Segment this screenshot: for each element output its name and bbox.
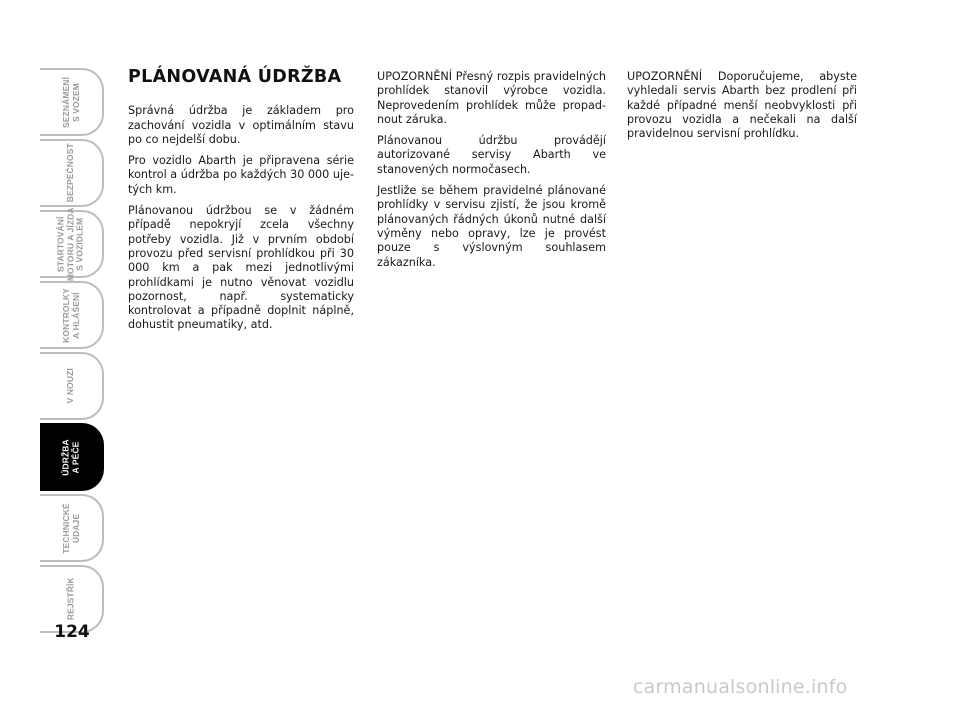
tab-v-nouzi[interactable] xyxy=(40,352,104,420)
section-title: PLÁNOVANÁ ÚDRŽBA xyxy=(128,67,342,87)
tab-label: STARTOVÁNÍ MOTORU A JÍZDA S VOZIDLEM xyxy=(55,207,85,281)
paragraph: Plánovanou údržbu provádějí autorizované servisy Abarth ve stanovených normočasech. xyxy=(377,134,606,176)
tab-startovani-motoru[interactable] xyxy=(40,207,104,281)
text-column-1 xyxy=(128,67,354,340)
warning-paragraph: UPOZORNĚNÍ Přesný rozpis pravidelných prohlídek stanovil výrobce vozidla. Neprovedením prohlídek může propadnout záruka. xyxy=(377,70,606,126)
tab-label: V NOUZI xyxy=(65,368,76,404)
text-column-2 xyxy=(377,70,606,277)
tab-label: REJSTŘÍK xyxy=(65,577,76,621)
tab-label: TECHNICKÉ ÚDAJE xyxy=(60,502,80,554)
tab-label: KONTROLKY A HLÁŠENÍ xyxy=(60,287,80,343)
text-column-3 xyxy=(627,70,857,148)
tab-kontrolky-a-hlaseni[interactable] xyxy=(40,281,104,349)
tab-seznameni-s-vozem[interactable] xyxy=(40,68,104,136)
page-number: 124 xyxy=(54,622,90,642)
tab-technicke-udaje[interactable] xyxy=(40,494,104,562)
tab-udrzba-a-pece[interactable] xyxy=(40,423,104,491)
tab-bezpecnost[interactable] xyxy=(40,139,104,207)
paragraph: Plánovanou údržbou se v žádném případě nepokryjí zcela všechny potřeby vozidla. Již v prvním období provozu před servisní prohlídkou při 30 000 km a pak mezi jednotlivými prohlídkami je nutno věnovat vozidlu pozornost, např. systematicky kontrolovat a případně doplnit náplně, dohustit pneumatiky, atd. xyxy=(128,204,354,332)
warning-paragraph: UPOZORNĚNÍ Doporučujeme, abyste vyhledali servis Abarth bez prodlení při každé případné menší neobvyklosti při provozu vozidla a nečekali na další pravidelnou servisní prohlídku. xyxy=(627,70,857,141)
tab-label: BEZPEČNOST xyxy=(65,143,76,203)
paragraph: Pro vozidlo Abarth je připravena série kontrol a údržba po každých 30 000 ujetých km. xyxy=(128,154,354,196)
paragraph: Jestliže se během pravidelné plánované prohlídky v servisu zjistí, že jsou kromě plánovaných řádných úkonů nutné další výměny nebo opravy, lze je provést pouze s výslovným souhlasem zákazníka. xyxy=(377,184,606,269)
tab-label: SEZNÁMENÍ S VOZEM xyxy=(60,76,80,128)
paragraph: Správná údržba je základem pro zachování vozidla v optimálním stavu po co nejdelší dobu. xyxy=(128,104,354,146)
tab-label: ÚDRŽBA A PÉČE xyxy=(60,438,80,476)
watermark: carmanualsonline.info xyxy=(633,676,848,698)
